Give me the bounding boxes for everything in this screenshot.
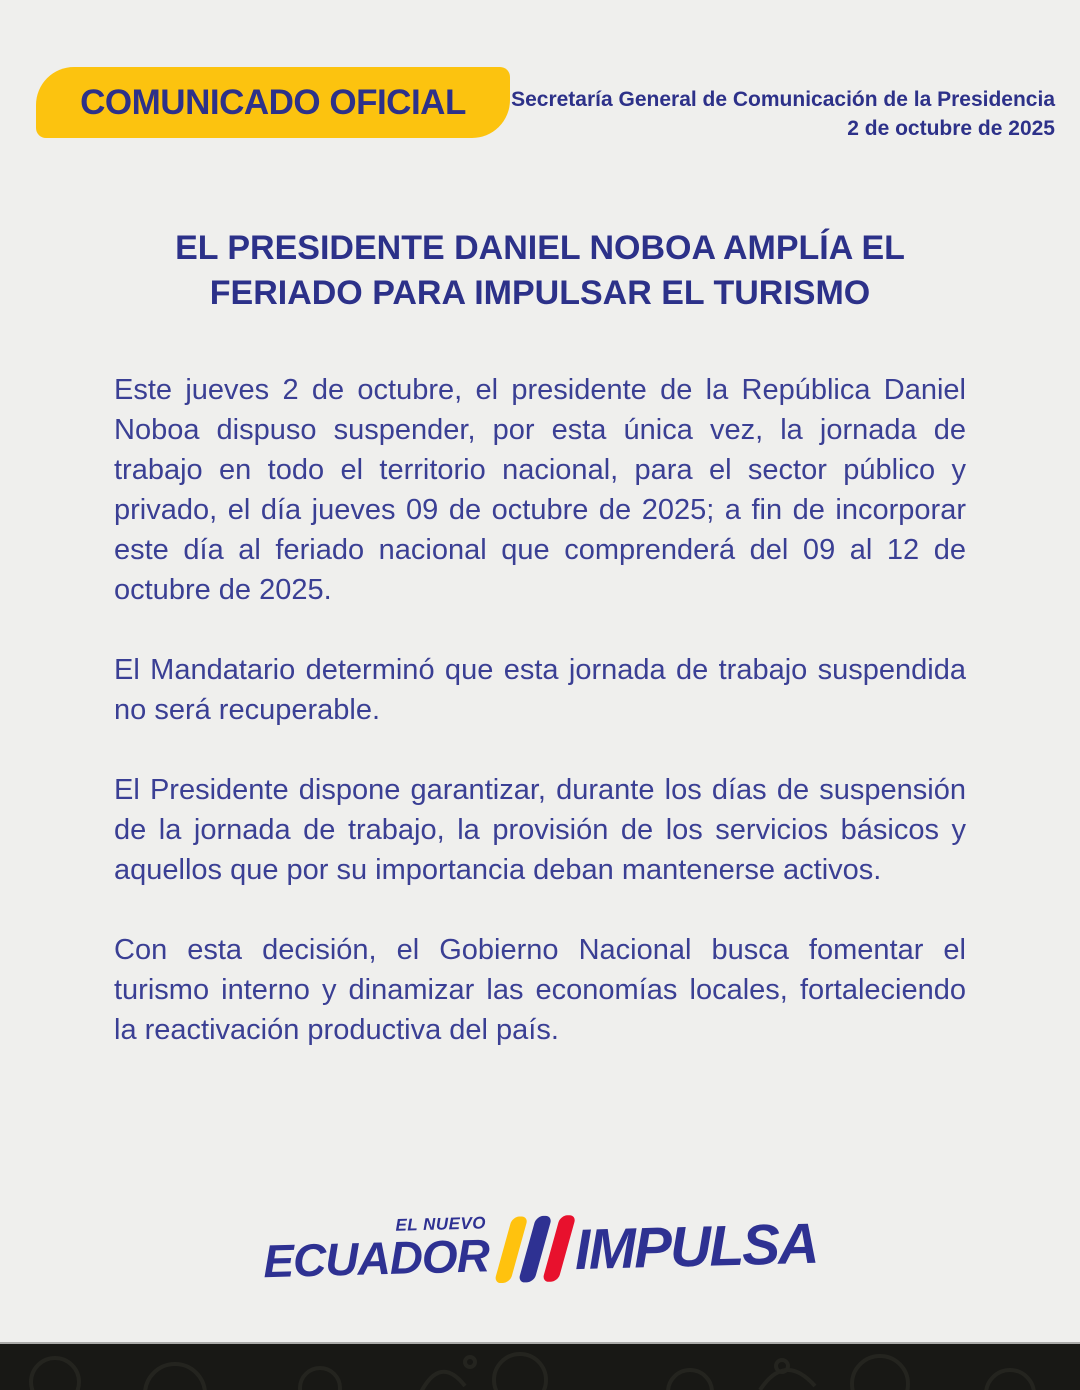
doodle-pattern-icon [0,1344,1080,1390]
flag-stripes-icon [502,1215,568,1283]
banner-label: COMUNICADO OFICIAL [80,82,466,122]
logo-tagline: EL NUEVO [395,1213,487,1235]
brand-logo [0,1212,1080,1288]
paragraph: El Presidente dispone garantizar, durante los días de suspensión de la jornada de trabajo, la provisión de los servicios básicos y aquellos que por su importancia deban mantenerse activos. [114,774,966,886]
logo-word-ecuador: ECUADOR [262,1229,490,1288]
logo-ecuador-block [262,1213,490,1288]
paragraph: El Mandatario determinó que esta jornada de trabajo suspendida no será recuperable. [114,654,966,726]
official-banner [36,67,510,138]
body-text [114,370,966,1050]
paragraph: Este jueves 2 de octubre, el presidente de la República Daniel Noboa dispuso suspender, por esta única vez, la jornada de trabajo en todo el territorio nacional, para el sector público y privado, el día jueves 09 de octubre de 2025; a fin de incorporar este día al feriado nacional que comprenderá del 09 al 12 de octubre de 2025. [114,374,966,606]
title-wrap [0,226,1080,316]
date-line: 2 de octubre de 2025 [847,117,1055,140]
bottom-bar [0,1342,1080,1390]
logo-inner [262,1205,818,1288]
header-meta [511,85,1055,143]
paragraph: Con esta decisión, el Gobierno Nacional busca fomentar el turismo interno y dinamizar las economías locales, fortaleciendo la reactivación productiva del país. [114,934,966,1046]
secretariat-line: Secretaría General de Comunicación de la Presidencia [511,88,1055,111]
logo-word-impulsa: IMPULSA [573,1212,818,1283]
page-title: EL PRESIDENTE DANIEL NOBOA AMPLÍA EL FERIADO PARA IMPULSAR EL TURISMO [175,229,905,312]
